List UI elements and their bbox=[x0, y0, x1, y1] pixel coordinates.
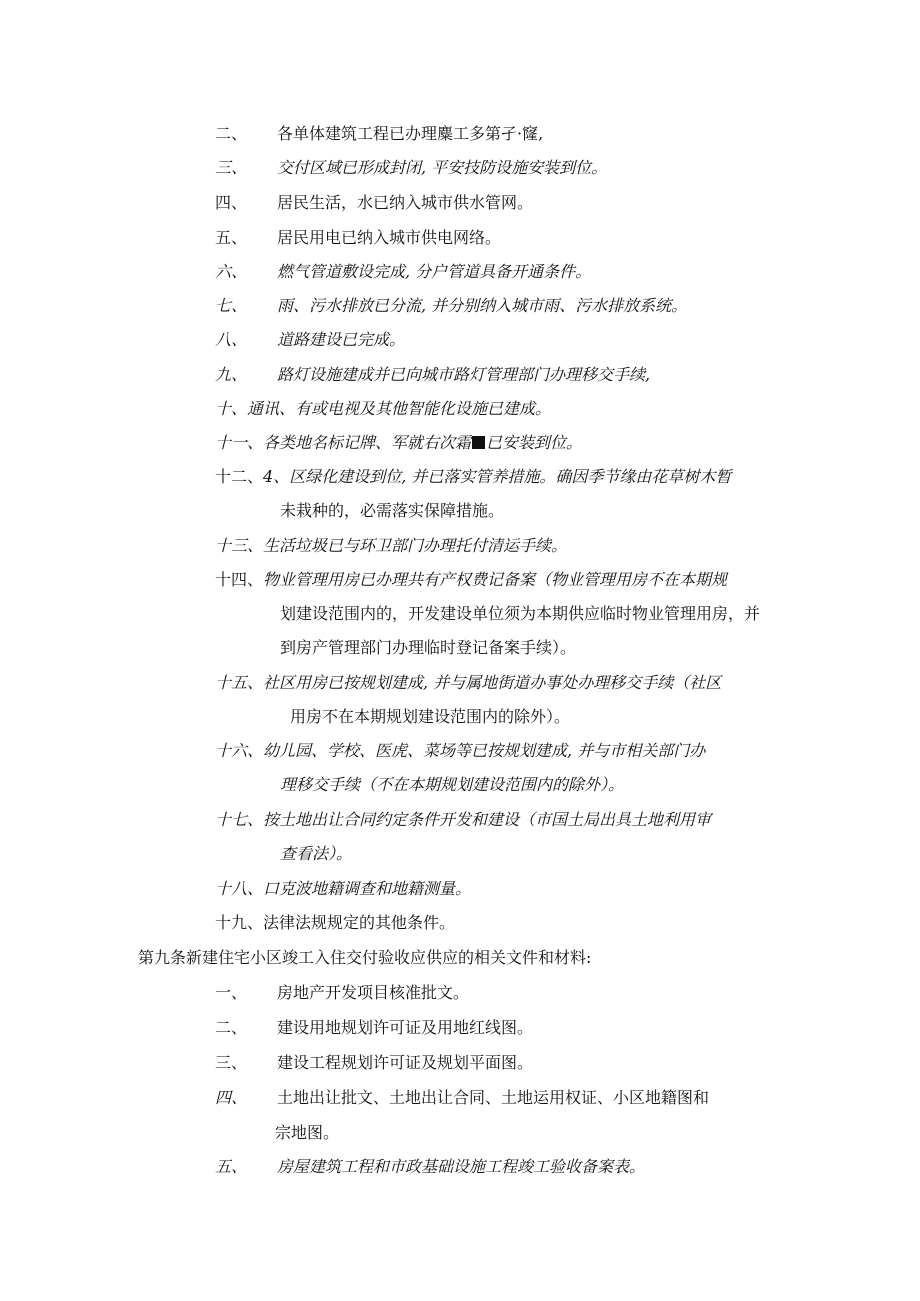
item-number: 十三、 bbox=[215, 536, 264, 555]
item-number: 十七、 bbox=[215, 810, 264, 829]
redaction-block bbox=[472, 436, 485, 449]
item-number: 十一、 bbox=[215, 433, 264, 452]
item-text-pre: 各类地名标记牌、军就右次霜 bbox=[263, 433, 472, 452]
item-number: 十、 bbox=[215, 399, 248, 418]
item-text-continued: 用房不在本期规划建设范围内的除外）。 bbox=[290, 707, 571, 726]
item-number: 十五、 bbox=[215, 673, 264, 692]
item-text: 房屋建筑工程和市政基础设施工程竣工验收备案表。 bbox=[277, 1157, 646, 1176]
list-item-c-4-cont bbox=[275, 1123, 339, 1143]
list-item-b-17 bbox=[215, 810, 711, 830]
item-number: 五、 bbox=[215, 1157, 248, 1176]
list-item-b-19 bbox=[215, 913, 455, 933]
list-item-b-16 bbox=[215, 741, 705, 761]
item-text: 雨、污水排放已分流, 并分别纳入城市雨、污水排放系统。 bbox=[277, 296, 688, 315]
item-text-continued: 宗地图。 bbox=[275, 1123, 340, 1142]
item-number: 五、 bbox=[215, 228, 248, 247]
item-number: 六、 bbox=[215, 262, 248, 281]
item-text-continued: 未栽种的，必需落实保障措施。 bbox=[280, 501, 505, 520]
item-text: 房地产开发项目核准批文。 bbox=[277, 983, 470, 1002]
list-item-b-12 bbox=[215, 467, 731, 487]
item-text: 建设工程规划许可证及规划平面图。 bbox=[277, 1053, 534, 1072]
item-text: 交付区域已形成封闭, 平安技防设施安装到位。 bbox=[277, 158, 608, 177]
item-number: 十九、 bbox=[215, 913, 264, 932]
item-text: 燃气管道敷设完成, 分户管道具备开通条件。 bbox=[277, 262, 592, 281]
list-item-b-16-cont bbox=[280, 775, 624, 795]
item-text: 各单体建筑工程已办理麋工多第孑·窿, bbox=[277, 124, 544, 143]
list-item-b-10 bbox=[215, 399, 551, 419]
item-text: 建设用地规划许可证及用地红线图。 bbox=[277, 1018, 534, 1037]
article-heading-text: 第九条新建住宅小区竣工入住交付验收应供应的相关文件和材料: bbox=[138, 948, 592, 967]
item-number: 十八、 bbox=[215, 879, 264, 898]
item-text-continued: 划建设范围内的，开发建设单位须为本期供应临时物业管理用房，并 bbox=[280, 604, 761, 623]
item-text-continued: 查看法）。 bbox=[280, 844, 353, 863]
list-item-b-14-cont1 bbox=[280, 604, 760, 624]
article-heading bbox=[138, 948, 591, 968]
list-item-b-15 bbox=[215, 673, 721, 693]
item-text-continued: 到房产管理部门办理临时登记备案手续）。 bbox=[280, 638, 577, 657]
item-number: 一、 bbox=[215, 983, 248, 1002]
item-number: 八、 bbox=[215, 330, 248, 349]
list-item-b-11 bbox=[215, 433, 582, 453]
item-text: 口克波地籍调查和地籍测量。 bbox=[263, 879, 472, 898]
item-text: 居民生活，水已纳入城市供水管网。 bbox=[277, 193, 534, 212]
item-number: 三、 bbox=[215, 158, 248, 177]
list-item-b-18 bbox=[215, 879, 471, 899]
item-text-continued: 理移交手续（不在本期规划建设范围内的除外）。 bbox=[280, 775, 625, 794]
list-item-b-14 bbox=[215, 570, 727, 590]
list-item-b-14-cont2 bbox=[280, 638, 576, 658]
item-text: 按土地出让合同约定条件开发和建设（市国土局出具土地利用审 bbox=[263, 810, 712, 829]
item-number: 二、 bbox=[215, 124, 248, 143]
item-text: 社区用房已按规划建成, 并与属地街道办事处办理移交手续（社区 bbox=[263, 673, 722, 692]
item-text: 生活垃圾已与环卫部门办理托付清运手续。 bbox=[263, 536, 568, 555]
item-number: 十二、 bbox=[215, 467, 264, 486]
item-text: 居民用电已纳入城市供电网络。 bbox=[277, 228, 502, 247]
item-text: 土地出让批文、土地出让合同、土地运用权证、小区地籍图和 bbox=[277, 1088, 710, 1107]
item-number: 七、 bbox=[215, 296, 248, 315]
item-text: 法律法规规定的其他条件。 bbox=[263, 913, 456, 932]
list-item-b-15-cont bbox=[290, 707, 570, 727]
item-text: 通讯、有或电视及其他智能化设施已建成。 bbox=[247, 399, 552, 418]
item-text: 幼儿园、学校、医虎、菜场等已按规划建成, 并与市相关部门办 bbox=[263, 741, 706, 760]
item-number: 二、 bbox=[215, 1018, 248, 1037]
item-number: 三、 bbox=[215, 1053, 248, 1072]
item-number: 十四、 bbox=[215, 570, 264, 589]
item-number: 四、 bbox=[215, 1088, 248, 1107]
item-number: 十六、 bbox=[215, 741, 264, 760]
item-number: 四、 bbox=[215, 193, 248, 212]
item-text-post: 已安装到位。 bbox=[486, 433, 583, 452]
item-text: 物业管理用房已办理共有产权费记备案（物业管理用房不在本期规 bbox=[263, 570, 728, 589]
list-item-b-13 bbox=[215, 536, 567, 556]
item-text: 道路建设已完成。 bbox=[277, 330, 406, 349]
list-item-b-12-cont bbox=[280, 501, 504, 521]
list-item-b-17-cont bbox=[280, 844, 352, 864]
item-text: 路灯设施建成并已向城市路灯管理部门办理移交手续, bbox=[277, 365, 651, 384]
item-number: 九、 bbox=[215, 365, 248, 384]
item-text: 4、区绿化建设到位, 并已落实管养措施。确因季节缘由花草树木暂 bbox=[263, 467, 732, 486]
